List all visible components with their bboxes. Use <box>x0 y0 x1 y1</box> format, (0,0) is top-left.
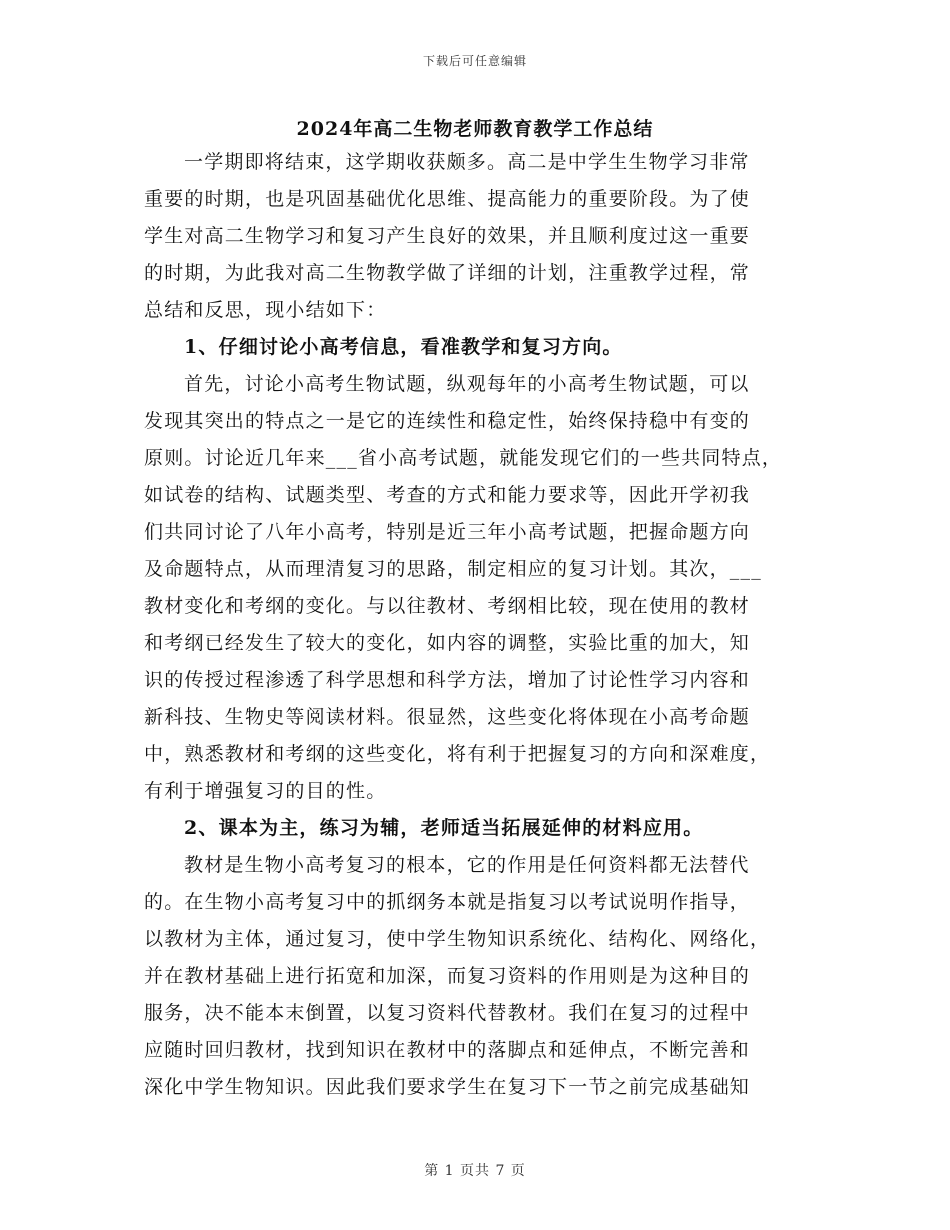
paragraph-line: 以教材为主体，通过复习，使中学生物知识系统化、结构化、网络化， <box>144 928 771 950</box>
paragraph-line: 重要的时期，也是巩固基础优化思维、提高能力的重要阶段。为了使 <box>144 188 751 210</box>
paragraph-line: 首先，讨论小高考生物试题，纵观每年的小高考生物试题，可以 <box>184 373 750 395</box>
page-title: 2024年高二生物老师教育教学工作总结 <box>296 118 654 140</box>
section-heading: 2、课本为主，练习为辅，老师适当拓展延伸的材料应用。 <box>184 817 704 839</box>
paragraph-line: 和考纲已经发生了较大的变化，如内容的调整，实验比重的加大，知 <box>144 632 751 654</box>
paragraph-line: 的。在生物小高考复习中的抓纲务本就是指复习以考试说明作指导， <box>144 891 751 913</box>
paragraph-line: 有利于增强复习的目的性。 <box>144 780 387 802</box>
page-number: 第 1 页共 7 页 <box>424 1163 526 1179</box>
paragraph-line: 如试卷的结构、试题类型、考查的方式和能力要求等，因此开学初我 <box>144 484 751 506</box>
paragraph-line: 应随时回归教材，找到知识在教材中的落脚点和延伸点，不断完善和 <box>144 1039 751 1061</box>
paragraph-line: 教材变化和考纲的变化。与以往教材、考纲相比较，现在使用的教材 <box>144 595 751 617</box>
paragraph-line: 识的传授过程渗透了科学思想和科学方法，增加了讨论性学习内容和 <box>144 669 751 691</box>
paragraph-line: 总结和反思，现小结如下： <box>144 299 387 321</box>
paragraph-line: 深化中学生物知识。因此我们要求学生在复习下一节之前完成基础知 <box>144 1076 751 1098</box>
paragraph-line: 原则。讨论近几年来___省小高考试题，就能发现它们的一些共同特点， <box>144 447 783 469</box>
page-header: 下载后可任意编辑 <box>422 54 527 68</box>
paragraph-line: 教材是生物小高考复习的根本，它的作用是任何资料都无法替代 <box>184 854 750 876</box>
paragraph-line: 学生对高二生物学习和复习产生良好的效果，并且顺利度过这一重要 <box>144 225 751 247</box>
paragraph-line: 的时期，为此我对高二生物教学做了详细的计划，注重教学过程，常 <box>144 262 751 284</box>
paragraph-line: 们共同讨论了八年小高考，特别是近三年小高考试题，把握命题方向 <box>144 521 751 543</box>
paragraph-line: 及命题特点，从而理清复习的思路，制定相应的复习计划。其次，___ <box>144 558 762 580</box>
document-body <box>144 144 810 1106</box>
paragraph-line: 服务，决不能本末倒置，以复习资料代替教材。我们在复习的过程中 <box>144 1002 751 1024</box>
paragraph-line: 中，熟悉教材和考纲的这些变化，将有利于把握复习的方向和深难度， <box>144 743 771 765</box>
paragraph-line: 发现其突出的特点之一是它的连续性和稳定性，始终保持稳中有变的 <box>144 410 751 432</box>
paragraph-line: 新科技、生物史等阅读材料。很显然，这些变化将体现在小高考命题 <box>144 706 751 728</box>
paragraph-line: 并在教材基础上进行拓宽和加深，而复习资料的作用则是为这种目的 <box>144 965 751 987</box>
section-heading: 1、仔细讨论小高考信息，看准教学和复习方向。 <box>184 336 623 358</box>
paragraph-line: 一学期即将结束，这学期收获颇多。高二是中学生生物学习非常 <box>184 151 750 173</box>
